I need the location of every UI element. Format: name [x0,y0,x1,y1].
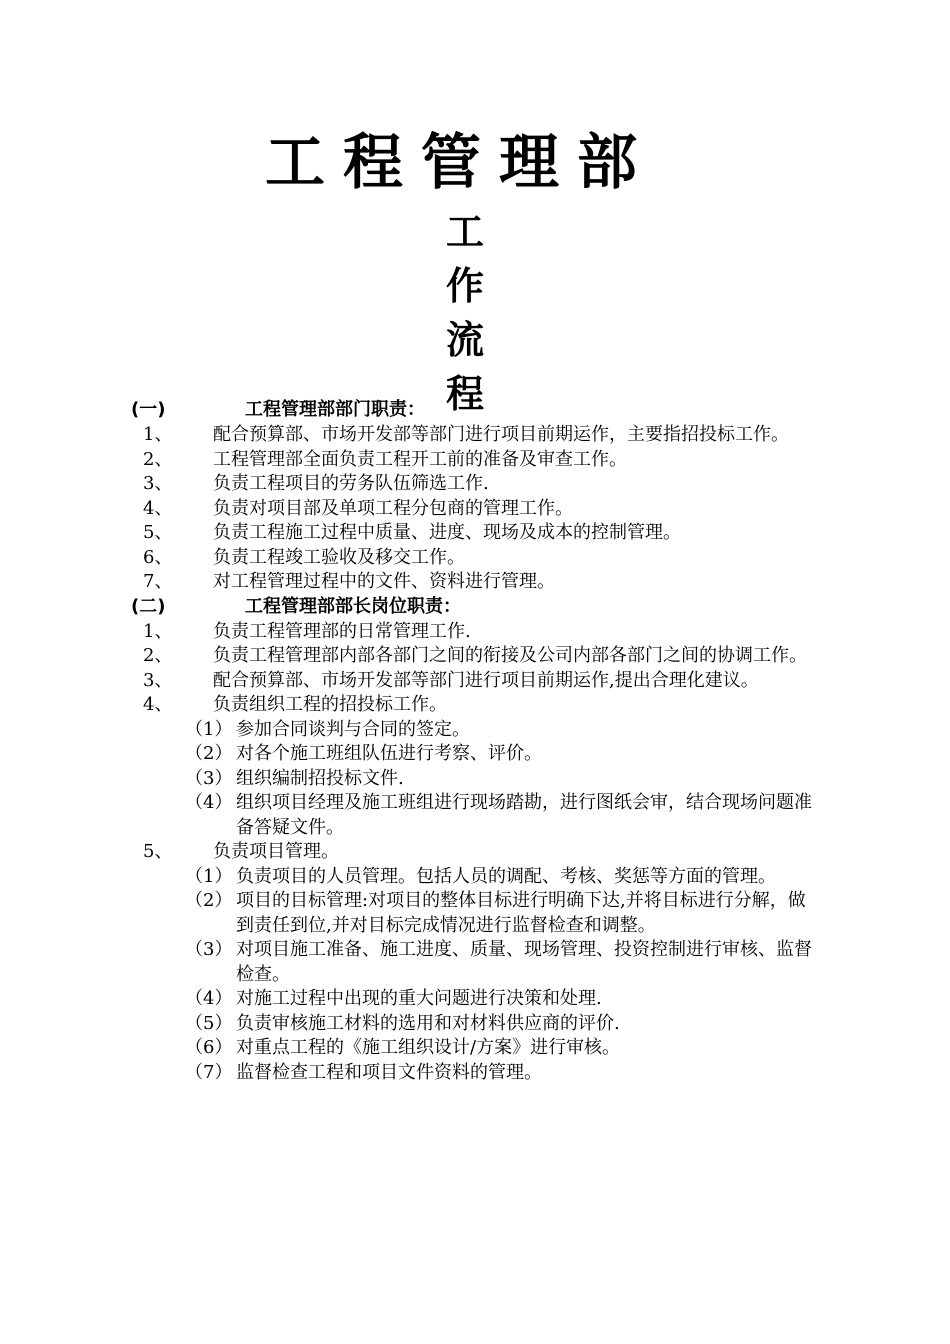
item-text: 配合预算部、市场开发部等部门进行项目前期运作，主要指招投标工作。 [213,424,789,445]
sub-item-number: （3） [185,767,233,789]
section-title: 工程管理部部门职责： [245,399,425,420]
sub-item [0,987,950,1012]
subtitle-char: 工 [446,210,485,254]
sub-item-text: 监督检查工程和项目文件资料的管理。 [236,1061,542,1083]
item-text: 对工程管理过程中的文件、资料进行管理。 [213,571,555,592]
item-number: 5、 [143,841,173,862]
item-text: 工程管理部全面负责工程开工前的准备及审查工作。 [213,448,627,470]
sub-item-number: （4） [185,988,233,1009]
sub-item [0,865,950,890]
item-number: 4、 [143,497,173,519]
sub-item [0,718,950,743]
section-number: (二) [131,595,166,617]
list-item [0,521,950,546]
item-text: 负责工程管理部内部各部门之间的衔接及公司内部各部门之间的协调工作。 [213,645,807,666]
sub-item [0,767,950,792]
item-text: 负责对项目部及单项工程分包商的管理工作。 [213,497,573,519]
list-item [0,570,950,595]
sub-item-number: （2） [185,743,233,764]
item-text: 负责工程项目的劳务队伍筛选工作. [213,473,489,494]
list-item [0,840,950,865]
item-text: 负责工程竣工验收及移交工作。 [213,546,465,568]
list-item [0,644,950,669]
item-number: 2、 [143,645,173,666]
subtitle-char: 程 [446,372,485,416]
sub-item [0,889,950,938]
item-number: 5、 [143,522,173,543]
sub-item [0,742,950,767]
item-text: 负责组织工程的招投标工作。 [213,694,447,715]
sub-item [0,1036,950,1061]
sub-item-number: （4） [185,792,233,813]
sub-item [0,1061,950,1086]
list-item [0,448,950,473]
item-number: 6、 [143,546,173,568]
item-text: 配合预算部、市场开发部等部门进行项目前期运作,提出合理化建议。 [213,669,759,691]
sub-item-text: 负责审核施工材料的选用和对材料供应商的评价. [236,1012,620,1034]
list-item [0,620,950,645]
list-item [0,669,950,694]
sub-item-text: 对施工过程中出现的重大问题进行决策和处理. [236,988,602,1009]
list-item [0,546,950,571]
item-number: 1、 [143,424,173,445]
sub-item-text: 组织项目经理及施工班组进行现场踏勘，进行图纸会审，结合现场问题准备答疑文件。 [236,792,812,838]
sub-item-text: 参加合同谈判与合同的签定。 [236,718,470,740]
sub-item [0,791,950,840]
item-number: 2、 [143,448,173,470]
item-text: 负责工程管理部的日常管理工作. [213,620,471,642]
sub-item-number: （3） [185,939,233,960]
list-item [0,472,950,497]
sub-item-text: 对项目施工准备、施工进度、质量、现场管理、投资控制进行审核、监督检查。 [236,939,812,985]
sub-item-number: （5） [185,1012,233,1034]
subtitle-char: 作 [446,264,485,308]
section-heading [0,595,950,620]
section-number: (一) [131,399,166,420]
item-number: 4、 [143,694,173,715]
document-title: 工程管理部 [265,128,655,198]
sub-item-text: 负责项目的人员管理。包括人员的调配、考核、奖惩等方面的管理。 [236,865,776,887]
item-text: 负责工程施工过程中质量、进度、现场及成本的控制管理。 [213,522,681,543]
list-item [0,497,950,522]
subtitle-char: 流 [446,318,485,362]
list-item [0,423,950,448]
document-subtitle-vertical [446,205,496,421]
section-heading [0,398,950,423]
sub-item-text: 对各个施工班组队伍进行考察、评价。 [236,743,542,764]
section-title: 工程管理部部长岗位职责： [245,595,461,617]
sub-item-text: 对重点工程的《施工组织设计/方案》进行审核。 [236,1037,621,1058]
sub-item-text: 组织编制招投标文件. [236,767,404,789]
list-item [0,693,950,718]
sub-item-number: （6） [185,1037,233,1058]
sub-item [0,1012,950,1037]
sub-item-number: （1） [185,865,233,887]
item-number: 1、 [143,620,173,642]
sub-item-text: 项目的目标管理:对项目的整体目标进行明确下达,并将目标进行分解，做到责任到位,并对目标完成情况进行监督检查和调整。 [236,890,806,936]
document-body [0,398,950,1085]
sub-item-number: （2） [185,890,233,911]
sub-item-number: （1） [185,718,233,740]
item-number: 7、 [143,571,173,592]
item-number: 3、 [143,669,173,691]
item-text: 负责项目管理。 [213,841,339,862]
item-number: 3、 [143,473,173,494]
sub-item [0,938,950,987]
sub-item-number: （7） [185,1061,233,1083]
